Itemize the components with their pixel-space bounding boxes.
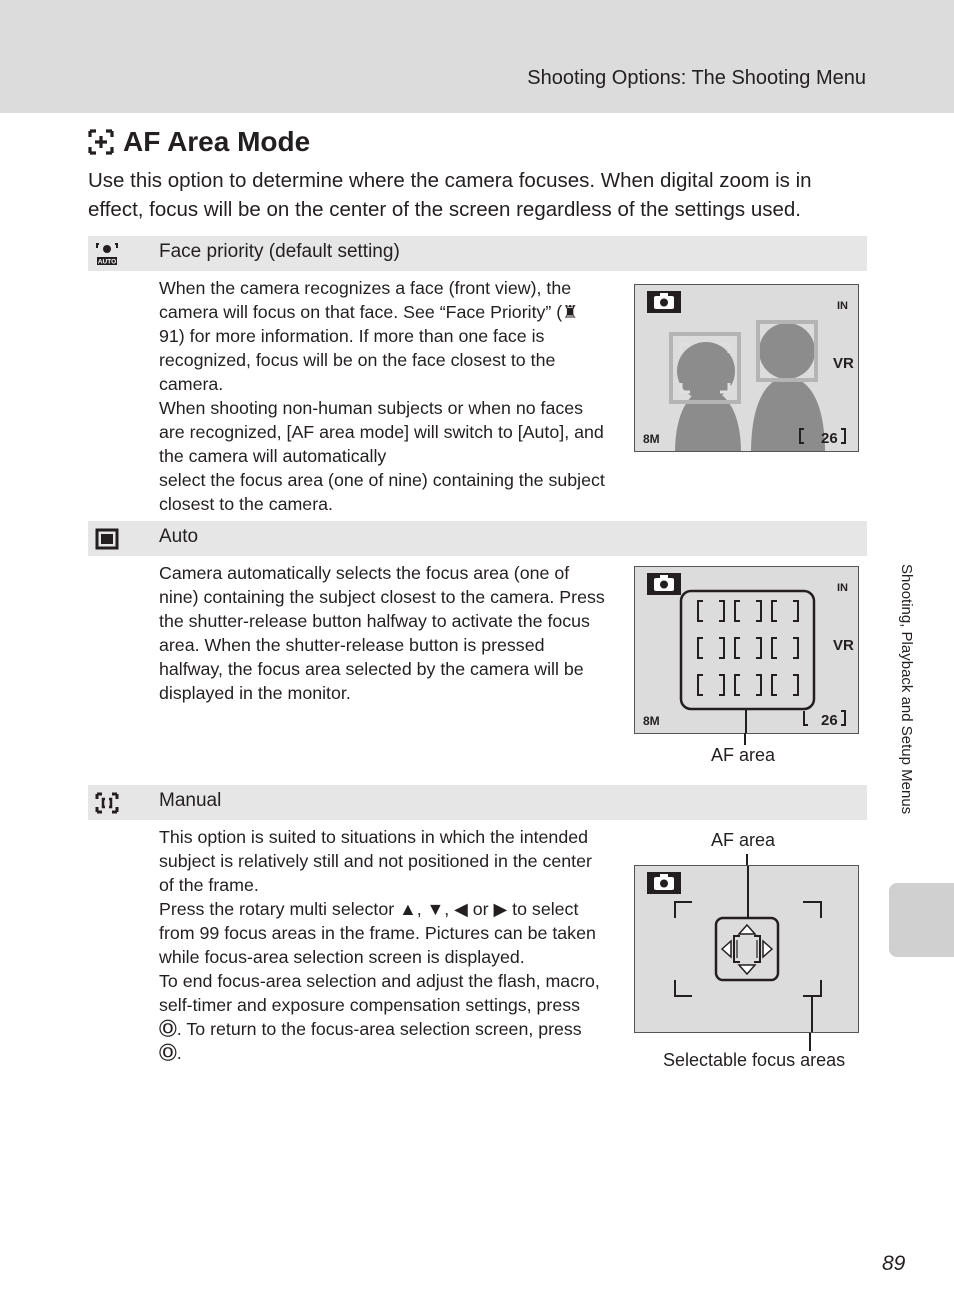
selectable-areas-leader-line bbox=[809, 1033, 813, 1051]
page-title: AF Area Mode bbox=[123, 126, 311, 157]
image-size-indicator: 8M bbox=[643, 714, 660, 728]
image-size-indicator: 8M bbox=[643, 432, 660, 446]
vr-indicator: VR bbox=[833, 637, 854, 654]
face-priority-screen bbox=[634, 284, 859, 452]
face-priority-label: Face priority (default setting) bbox=[159, 241, 400, 262]
manual-label: Manual bbox=[159, 790, 222, 811]
selectable-areas-callout: Selectable focus areas bbox=[663, 1050, 846, 1070]
row-face-priority bbox=[88, 236, 867, 271]
down-arrow-icon: ▼ bbox=[426, 899, 445, 919]
right-arrow-icon: ▶ bbox=[493, 899, 508, 919]
manual-screen bbox=[634, 865, 859, 1033]
auto-screen bbox=[634, 566, 859, 734]
side-tab bbox=[889, 883, 954, 957]
memory-indicator: IN bbox=[837, 300, 848, 312]
row-auto bbox=[88, 521, 867, 556]
face-priority-description: When the camera recognizes a face (front view), the camera will focus on that face. See “Face Priority” (♜ 91) for more information. If more than one face is recognized, focus will be on the face closest to the camera. When shooting non-human subjects or when no faces are recognized, [AF area mode] will switch to [Auto], and the camera will automatically select the focus area (one of nine) containing the subject closest to the camera. bbox=[159, 278, 605, 514]
page-number: 89 bbox=[882, 1252, 906, 1275]
auto-label: Auto bbox=[159, 526, 199, 547]
vr-indicator: VR bbox=[833, 355, 854, 372]
face-priority-icon bbox=[95, 242, 119, 266]
frames-remaining: 26 bbox=[821, 430, 838, 447]
manual-description: This option is suited to situations in which the intended subject is relatively still and not positioned in the center of the frame. Press the rotary multi selector ▲, ▼, ◀ or ▶ to select from 99 focus areas in the frame. Pictures can be taken while focus-area selection screen is displayed. To end focus-area selection and adjust the flash, macro, self-timer and exposure compensation settings, press Ⓞ. To return to the focus-area selection screen, press Ⓞ. bbox=[159, 827, 600, 1063]
manual-af-area-callout: AF area bbox=[711, 830, 776, 850]
memory-indicator: IN bbox=[837, 582, 848, 594]
manual-af-icon bbox=[95, 791, 119, 815]
up-arrow-icon: ▲ bbox=[399, 899, 417, 919]
af-area-leader-line bbox=[744, 733, 748, 745]
page-heading bbox=[87, 124, 310, 160]
header-band bbox=[0, 0, 954, 113]
side-tab-label: Shooting, Playback and Setup Menus bbox=[898, 564, 915, 815]
left-arrow-icon: ◀ bbox=[454, 899, 468, 919]
intro-text: Use this option to determine where the camera focuses. When digital zoom is in effect, focus will be on the center of the screen regardless of the settings used. bbox=[88, 169, 812, 221]
ok-button-icon: Ⓞ bbox=[159, 1019, 177, 1039]
af-area-icon bbox=[87, 128, 115, 156]
header-title: Shooting Options: The Shooting Menu bbox=[527, 67, 866, 89]
frames-remaining: 26 bbox=[821, 712, 838, 729]
auto-af-icon bbox=[95, 527, 119, 551]
reference-icon: ♜ bbox=[562, 302, 579, 322]
ok-button-icon: Ⓞ bbox=[159, 1043, 177, 1063]
row-manual bbox=[88, 785, 867, 820]
auto-af-area-callout: AF area bbox=[711, 745, 776, 765]
auto-description: Camera automatically selects the focus area (one of nine) containing the subject closest to the camera. Press the shutter-release button halfway to activate the focus area. When the shutter-release button is pressed halfway, the focus area selected by the camera will be displayed in the monitor. bbox=[159, 563, 605, 703]
svg-text:AUTO: AUTO bbox=[97, 258, 117, 266]
